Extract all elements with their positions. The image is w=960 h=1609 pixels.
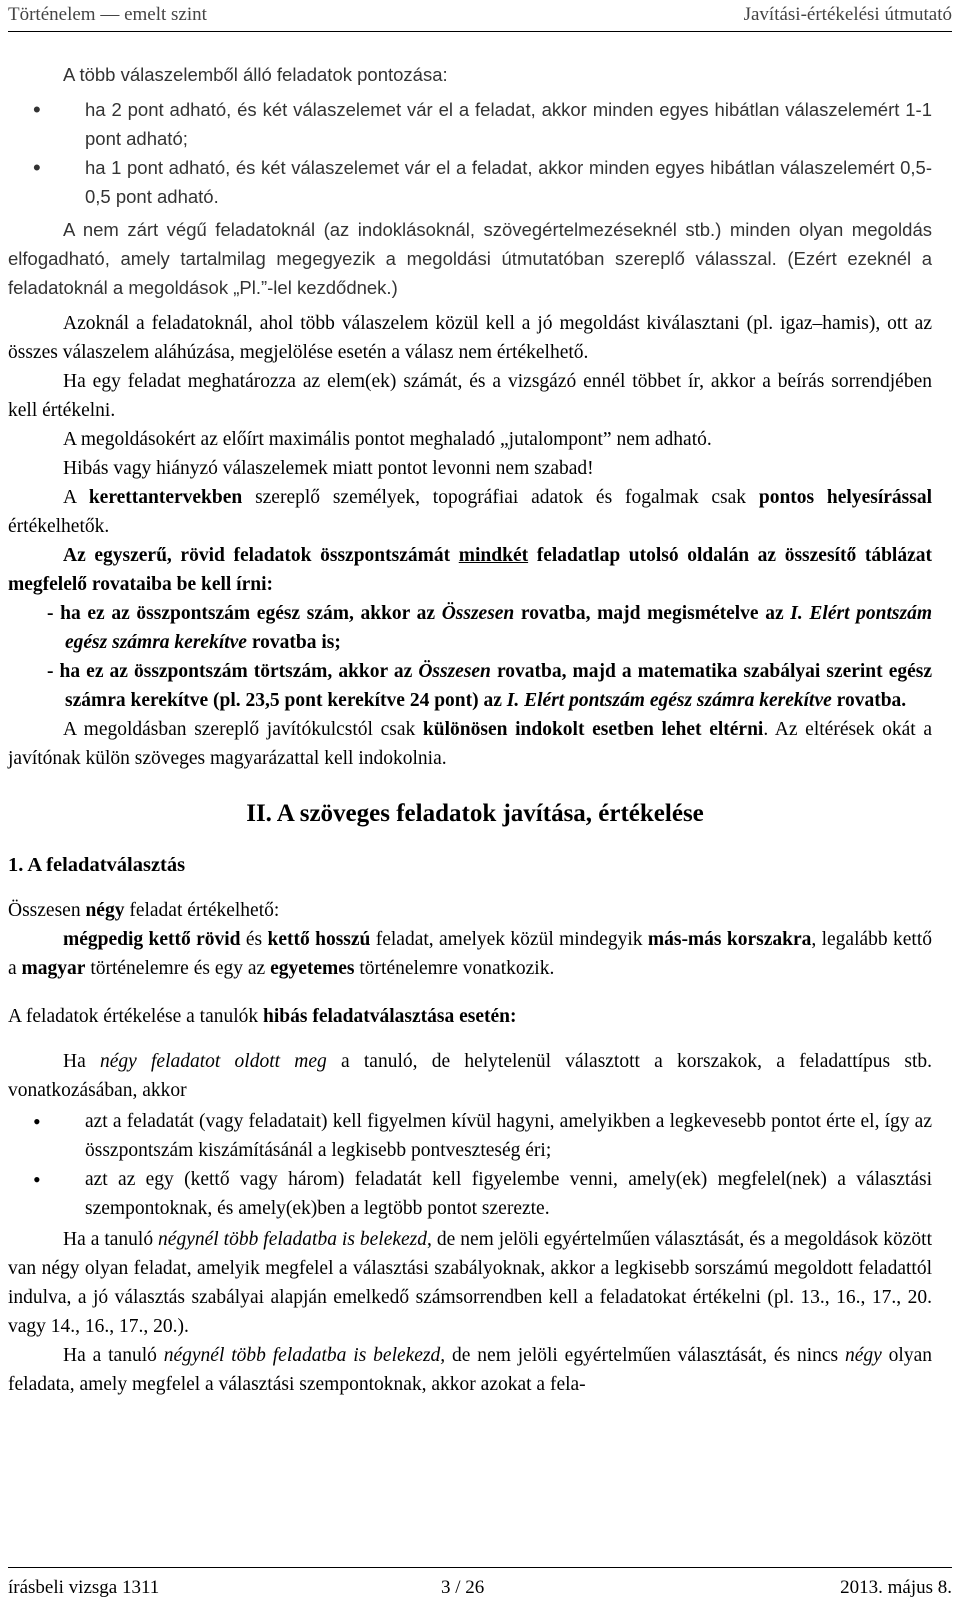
header-doc-type: Javítási-értékelési útmutató <box>743 4 952 25</box>
page-header <box>8 0 952 30</box>
wrong-choice-heading: A feladatok értékelése a tanulók hibás feladatválasztása esetén: <box>8 1006 517 1027</box>
choice-paragraph: Azoknál a feladatoknál, ahol több válaszelem közül kell a jó megoldást kiválasztani (pl. igaz–hamis), ott az összes válaszelem aláhúzása, megjelölése esetén a válasz nem értékelhető. <box>8 313 932 363</box>
more-tasks-paragraph-1: Ha a tanuló négynél több feladatba is belekezd, de nem jelöli egyértelműen választását, és a megoldások között van négy olyan feladat, amelyik megfelel a választási szabályoknak, akkor a legkisebb sorszámú megoldott feladattól indulva, a jó választás szabályai alapján emelkedő számsorrendben kell a feladatokat értékelni (pl. 13., 16., 17., 20. vagy 14., 16., 17., 20.). <box>8 1229 933 1337</box>
open-tasks-paragraph: A nem zárt végű feladatoknál (az indoklásoknál, szövegértelmezéseknél stb.) minden olyan megoldás elfogadható, amely tartalmilag megegyezik a megoldási útmutatóban szereplő válasszal. (Ezért ezeknél a feladatoknál a megoldások „Pl.”-lel kezdődnek.) <box>8 219 933 298</box>
scoring-bullet-list <box>8 95 932 211</box>
dash-item-integer: - ha ez az összpontszám egész szám, akkor az Összesen rovatba, majd megismételve az I. Elért pontszám egész számra kerekítve rovatba is; <box>47 603 932 653</box>
wrong-choice-bullet: • azt a feladatát (vagy feladatait) kell figyelmen kívül hagyni, amelyikben a legkevesebb pontot érte el, így az összpontszám kiszámításánál a legkisebb pontveszteség éri; <box>85 1107 932 1165</box>
footer-date: 2013. május 8. <box>840 1577 952 1598</box>
more-tasks-paragraph-2: Ha a tanuló négynél több feladatba is belekezd, de nem jelöli egyértelműen választását, és nincs négy olyan feladata, amely megfelel a választási szempontoknak, akkor azokat a fela- <box>8 1345 933 1395</box>
total-paragraph: Összesen négy feladat értékelhető: <box>8 900 280 921</box>
header-rule <box>8 31 952 32</box>
header-subject: Történelem — emelt szint <box>8 4 207 25</box>
wrong-choice-bullet: • azt az egy (kettő vagy három) feladatát kell figyelembe venni, amely(ek) megfelel(nek) a választási szempontoknak, és amely(ek)ben a legtöbb pontot szerezte. <box>85 1165 932 1223</box>
scoring-bullet: • ha 1 pont adható, és két válaszelemet vár el a feladat, akkor minden egyes hibátlan válaszelemért 0,5-0,5 pont adható. <box>85 153 932 211</box>
footer-rule <box>8 1567 952 1568</box>
sum-paragraph: Az egyszerű, rövid feladatok összpontszámát mindkét feladatlap utolsó oldalán az összesítő táblázat megfelelő rovataiba be kell írni: <box>8 545 932 595</box>
scoring-bullet: • ha 2 pont adható, és két válaszelemet vár el a feladat, akkor minden egyes hibátlan válaszelemért 1-1 pont adható; <box>85 95 932 153</box>
footer-page-number: 3 / 26 <box>441 1577 485 1598</box>
namely-paragraph: mégpedig kettő rövid és kettő hosszú feladat, amelyek közül mindegyik más-más korszakra, legalább kettő a magyar történelemre és egy az egyetemes történelemre vonatkozik. <box>8 929 933 979</box>
section-title: II. A szöveges feladatok javítása, értékelése <box>246 800 704 827</box>
footer-exam-id: írásbeli vizsga 1311 <box>8 1577 160 1598</box>
page-body <box>8 60 932 1399</box>
dash-item-fraction: - ha ez az összpontszám törtszám, akkor az Összesen rovatba, majd a matematika szabályai szerint egész számra kerekítve (pl. 23,5 pont kerekítve 24 pont) az I. Elért pontszám egész számra kerekítve rovatba. <box>47 661 932 711</box>
key-paragraph: A megoldásban szereplő javítókulcstól csak különösen indokolt esetben lehet eltérni. Az eltérések okát a javítónak külön szöveges magyarázattal kell indokolnia. <box>8 719 932 769</box>
bonus-paragraph: A megoldásokért az előírt maximális pontot meghaladó „jutalompont” nem adható. <box>63 429 712 450</box>
subsection-title: 1. A feladatválasztás <box>8 854 186 876</box>
wrong-choice-bullet-list <box>8 1107 932 1223</box>
spelling-paragraph: A kerettantervekben szereplő személyek, topográfiai adatok és fogalmak csak pontos helyesírással értékelhetők. <box>8 487 932 537</box>
no-deduction-paragraph: Hibás vagy hiányzó válaszelemek miatt pontot levonni nem szabad! <box>63 458 594 479</box>
scoring-intro: A több válaszelemből álló feladatok pontozása: <box>63 64 448 85</box>
four-tasks-paragraph: Ha négy feladatot oldott meg a tanuló, de helytelenül választott a korszakok, a feladattípus stb. vonatkozásában, akkor <box>8 1051 932 1101</box>
count-paragraph: Ha egy feladat meghatározza az elem(ek) számát, és a vizsgázó ennél többet ír, akkor a beírás sorrendjében kell értékelni. <box>8 371 932 421</box>
